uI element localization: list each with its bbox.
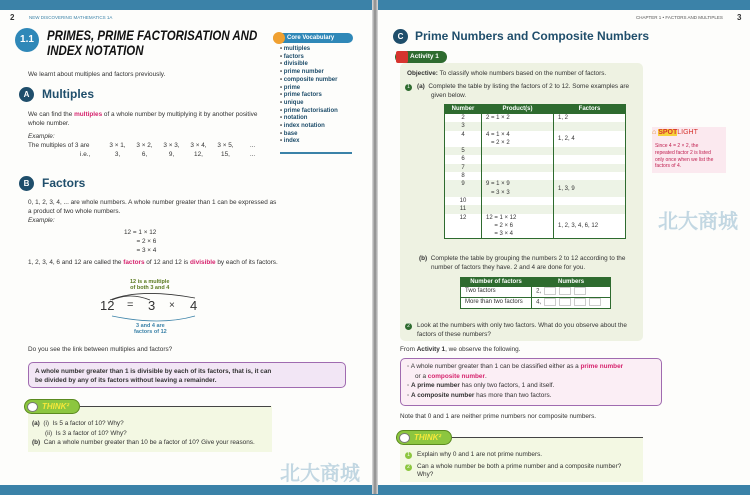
table-row [445,147,626,155]
spotlight-title: ⌂ SPOTLIGHT [652,129,698,136]
multiples-row [104,142,266,149]
spotlight-text: Since 4 = 2 × 2, the repeated factor 2 is listed only once when we list the factors of 4. [655,143,714,170]
think-badge: THINK² [24,399,80,414]
table-cell: 1, 2, 3, 4, 6, 12 [554,214,626,239]
multiples-cell: 3 × 1, [109,142,126,149]
running-header: CHAPTER 1 • FACTORS AND MULTIPLES [636,15,723,20]
multiples-definition: We can find the multiples of a whole number by multiplying it by another positive whole number. [28,111,258,127]
table-row [445,214,626,239]
ie-label: i.e., [80,151,91,158]
table-cell: 5 [445,147,482,155]
vocab-item: • notation [280,115,338,123]
diagram-bottom-label: 3 and 4 are factors of 12 [134,323,167,335]
vocab-item: • unique [280,100,338,108]
column-header: Product(s) [482,105,554,114]
table-cell: 2 = 1 × 2 [482,114,554,123]
table-cell: 11 [445,205,482,213]
vocab-item: • index [280,138,338,146]
vocab-item: • index notation [280,123,338,131]
answer-blank[interactable] [574,298,586,306]
answer-blank[interactable] [544,287,556,295]
section-title: PRIMES, PRIME FACTORISATION AND INDEX NOTATION [47,27,258,58]
table-cell: 9 [445,180,482,197]
spine [372,0,378,494]
diagram-number-4: 4 [190,298,198,313]
multiples-cell: ... [249,151,256,158]
table-cell: 7 [445,164,482,172]
cell-text: 2, [536,288,542,295]
cell-text: More than two factors [465,299,523,305]
table-cell [532,298,611,309]
vocab-item: • prime factors [280,92,338,100]
diagram-number-3: 3 [148,298,156,313]
table-cell: 9 = 1 × 9 = 3 × 3 [482,180,554,197]
grouping-table [460,277,611,309]
table-row [445,172,626,180]
watermark: 北大商城 [280,463,360,485]
vocab-item: • divisible [280,61,338,69]
table-row [461,298,611,309]
factor-equations: 12 = 1 × 12 = 2 × 6 = 3 × 4 [124,229,157,254]
intro-text: We learnt about multiples and factors previously. [28,71,166,78]
watermark: 北大商城 [658,211,738,233]
vocab-item: • prime number [280,69,338,77]
think-questions: (a) (i) Is 5 a factor of 10? Why? (ii) Is 3 a factor of 10? Why? (b) Can a whole number greater than 10 be a factor of 10? Give your reasons. [32,420,255,446]
table-row [445,114,626,123]
table-cell [482,205,554,213]
multiples-cell: 12, [194,151,203,158]
table-cell: 1, 3, 9 [554,180,626,197]
question-1b: (b) Complete the table by grouping the numbers 2 to 12 according to the number of factors they have. 2 and 4 are done for you. [419,255,626,271]
section-number: 1.1 [15,28,39,52]
multiples-cell: 3 × 2, [136,142,153,149]
ie-row [104,151,266,158]
table-cell: 10 [445,197,482,205]
think-badge: THINK² [396,430,452,445]
column-header: Factors [554,105,626,114]
table-row [445,205,626,213]
table-row [461,287,611,298]
page-number: 3 [737,13,742,22]
answer-blank[interactable] [589,298,601,306]
table-cell: 6 [445,155,482,163]
prime-composite-summary: ◦ A whole number greater than 1 can be classified either as a prime number or a composite number. ◦ A prime number has only two factors, 1 and itself. ◦ A composite number has more than two factors. [400,358,662,406]
multiples-cell: 6, [141,151,148,158]
divisibility-note: A whole number greater than 1 is divisible by each of its factors, that is, it can be divided by any of its factors without leaving a remainder. [28,362,346,388]
table-cell [554,122,626,130]
table-cell [482,122,554,130]
spotlight-icon: ⌂ [652,129,657,136]
example-label: Example: [28,217,55,224]
activity-badge: Activity 1 [395,51,447,63]
table-cell: 4 = 1 × 4 = 2 × 2 [482,131,554,148]
table-cell [554,164,626,172]
table-cell: 4 [445,131,482,148]
table-cell [554,197,626,205]
table-cell [482,164,554,172]
think-icon [27,402,38,412]
multiples-cell: 15, [221,151,230,158]
cell-text: Two factors [465,288,496,294]
vocab-item: • base [280,131,338,139]
factors-intro: 0, 1, 2, 3, 4, ... are whole numbers. A whole number greater than 1 can be expressed as a product of two whole numbers. [28,199,277,215]
section-b-badge: B [19,176,34,191]
column-header: Numbers [532,278,611,287]
table-cell [554,205,626,213]
multiples-cell: 3 × 3, [163,142,180,149]
diagram-number-12: 12 [100,298,115,313]
example-label: Example: [28,133,55,140]
table-cell [532,287,611,298]
factors-definition: 1, 2, 3, 4, 6 and 12 are called the factors of 12 and 12 is divisible by each of its factors. [28,259,278,266]
core-vocabulary-header: Core Vocabulary [273,33,353,43]
multiples-cell: ... [249,142,256,149]
diagram-top-label: 12 is a multiple of both 3 and 4 [130,279,170,291]
objective: Objective: To classify whole numbers based on the number of factors. [407,70,607,77]
multiples-cell: 3, [114,151,121,158]
multiples-cell: 3 × 5, [217,142,234,149]
section-a-badge: A [19,87,34,102]
table-cell: 12 [445,214,482,239]
table-cell [461,298,532,309]
note-text: Note that 0 and 1 are neither prime numbers nor composite numbers. [400,413,597,420]
table-row [445,122,626,130]
answer-blank[interactable] [574,287,586,295]
diagram-times: × [169,300,175,311]
section-c-badge: C [393,29,408,44]
vocab-item: • multiples [280,46,338,54]
table-cell: 12 = 1 × 12 = 2 × 6 = 3 × 4 [482,214,554,239]
question-2: 2 Look at the numbers with only two factors. What do you observe about the factors of these numbers? [405,321,627,339]
diagram-equals: = [127,299,134,311]
vocab-icon [273,32,285,44]
table-cell [554,147,626,155]
table-cell [554,172,626,180]
table-row [445,155,626,163]
table-cell [482,147,554,155]
multiples-label: The multiples of 3 are [28,142,90,149]
running-header: NEW DISCOVERING MATHEMATICS 1A [29,15,113,20]
factors-table [444,104,626,239]
section-c-title: Prime Numbers and Composite Numbers [415,29,650,43]
activity-icon [396,51,408,63]
table-header-row [445,105,626,114]
think-divider [80,406,271,407]
column-header: Number [445,105,482,114]
table-row [445,131,626,148]
table-row [445,180,626,197]
think-questions: 1 Explain why 0 and 1 are not prime numbers. 2 Can a whole number be both a prime number and a composite number? Why? [405,451,621,480]
cell-text: 4, [536,299,542,306]
answer-blank[interactable] [544,298,556,306]
table-cell: 2 [445,114,482,123]
table-cell [554,155,626,163]
think-divider [452,437,643,438]
vocab-item: • prime factorisation [280,108,338,116]
from-activity: From Activity 1, we observe the following. [400,346,521,353]
think-icon [399,433,410,443]
table-cell [482,172,554,180]
section-b-title: Factors [42,176,86,190]
table-row [445,164,626,172]
table-cell: 1, 2, 4 [554,131,626,148]
table-cell [482,155,554,163]
page-number: 2 [10,13,15,22]
section-a-title: Multiples [42,87,95,101]
table-cell: 1, 2 [554,114,626,123]
vocab-item: • composite number [280,77,338,85]
column-header: Number of factors [461,278,532,287]
table-cell [461,287,532,298]
multiples-cell: 9, [168,151,175,158]
core-vocabulary-list [280,46,338,146]
table-cell: 3 [445,122,482,130]
vocab-divider [280,152,352,154]
link-question: Do you see the link between multiples and factors? [28,346,173,353]
multiples-cell: 3 × 4, [190,142,207,149]
table-cell [482,197,554,205]
vocab-item: • prime [280,85,338,93]
answer-blank[interactable] [559,287,571,295]
table-row [445,197,626,205]
table-cell: 8 [445,172,482,180]
question-1a: 1 (a) Complete the table by listing the factors of 2 to 12. Some examples are given below. [405,83,629,100]
vocab-item: • factors [280,54,338,62]
table-header-row [461,278,611,287]
answer-blank[interactable] [559,298,571,306]
